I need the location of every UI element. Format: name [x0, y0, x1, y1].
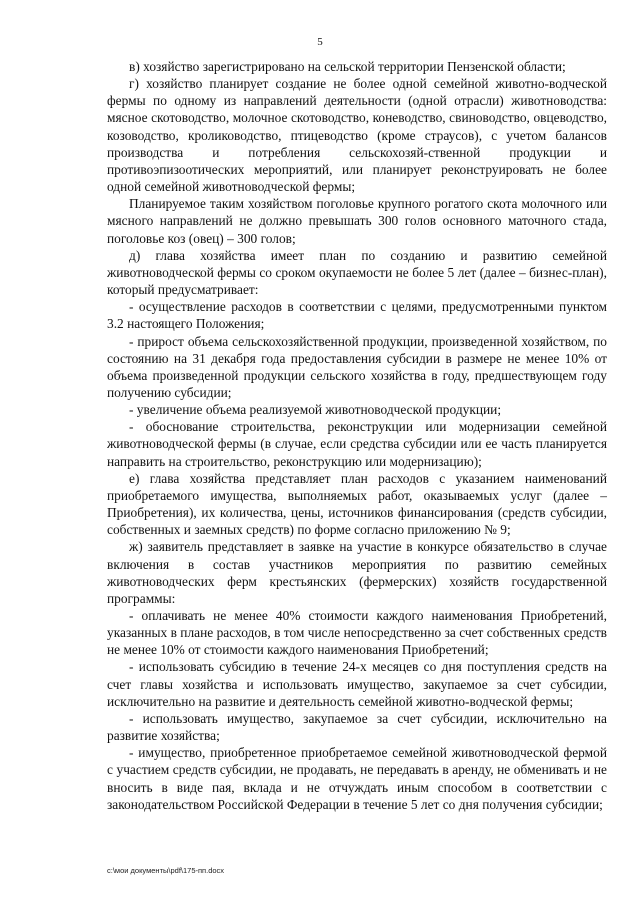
paragraph-e: е) глава хозяйства представляет план расходов с указанием наименований приобретаемого имущества, выполняемых работ, оказываемых услуг (далее – Приобретения), их количества, цены, источников финансирования (средств субсидии, собственных и заемных средств) по форме согласно приложению № 9;: [107, 470, 607, 538]
page-number: 5: [317, 36, 323, 48]
list-item-property-restriction: - имущество, приобретенное приобретаемое семейной животноводческой фермой с участием средств субсидии, не продавать, не передавать в аренду, не обменивать и не вносить в виде пая, вклада и не отчуждать иным способом в соответствии с законодательством Российской Федерации в течение 5 лет со дня получения субсидии;: [107, 745, 607, 812]
document-body: [107, 58, 607, 813]
list-item-construction-justification: - обоснование строительства, реконструкции или модернизации семейной животноводческой фермы (в случае, если средства субсидии или ее часть планируется направить на строительство, реконструкцию или модернизацию);: [107, 419, 607, 469]
list-item-sales-increase: - увеличение объема реализуемой животноводческой продукции;: [129, 402, 502, 418]
list-item-production-growth: - прирост объема сельскохозяйственной продукции, произведенной хозяйством, по состоянию на 31 декабря года предоставления субсидии в размере не менее 10% от объема произведенной продукции сельского хозяйства в году, предшествующем году получению субсидии;: [107, 333, 607, 400]
paragraph-d: д) глава хозяйства имеет план по созданию и развитию семейной животноводческой фермы со сроком окупаемости не более 5 лет (далее – бизнес-план), который предусматривает:: [107, 247, 607, 298]
list-item-expenses: - осуществление расходов в соответствии с целями, предусмотренными пунктом 3.2 настоящего Положения;: [107, 299, 607, 332]
list-item-subsidy-usage: - использовать субсидию в течение 24-х месяцев со дня поступления средств на счет главы хозяйства и использовать имущество, закупаемое за счет субсидии, исключительно на развитие и деятельность семейной животно-водческой фермы;: [107, 659, 607, 709]
paragraph-livestock-limit: Планируемое таким хозяйством поголовье крупного рогатого скота молочного или мясного направлений не должно превышать 300 голов основного маточного стада, поголовье коз (овец) – 300 голов;: [107, 196, 607, 246]
footer-file-path: c:\мои документы\pdf\175-пп.docx: [107, 866, 225, 875]
paragraph-g: г) хозяйство планирует создание не более одной семейной животно-водческой фермы по одному из направлений деятельности (одной отрасли) животноводства: мясное скотоводство, молочное скотоводство, коневодство, свиноводство, овцеводство, козоводство, кролиководство, птицеводство (кроме страусов), с учетом балансов производства и потребления сельскохозяй-ственной продукции и противоэпизоотических мероприятий, или планирует реконструировать не более одной семейной животноводческой фермы;: [107, 76, 607, 195]
paragraph-v: в) хозяйство зарегистрировано на сельской территории Пензенской области;: [129, 59, 566, 74]
list-item-payment-share: - оплачивать не менее 40% стоимости каждого наименования Приобретений, указанных в плане расходов, в том числе непосредственно за счет собственных средств не менее 10% от стоимости каждого наименования Приобретений;: [107, 608, 607, 658]
list-item-property-usage: - использовать имущество, закупаемое за счет субсидии, исключительно на развитие хозяйства;: [107, 710, 607, 744]
paragraph-zh: ж) заявитель представляет в заявке на участие в конкурсе обязательство в случае включения в состав участников мероприятия по развитию семейных животноводческих ферм крестьянских (фермерских) хозяйств государственной программы:: [107, 539, 607, 606]
